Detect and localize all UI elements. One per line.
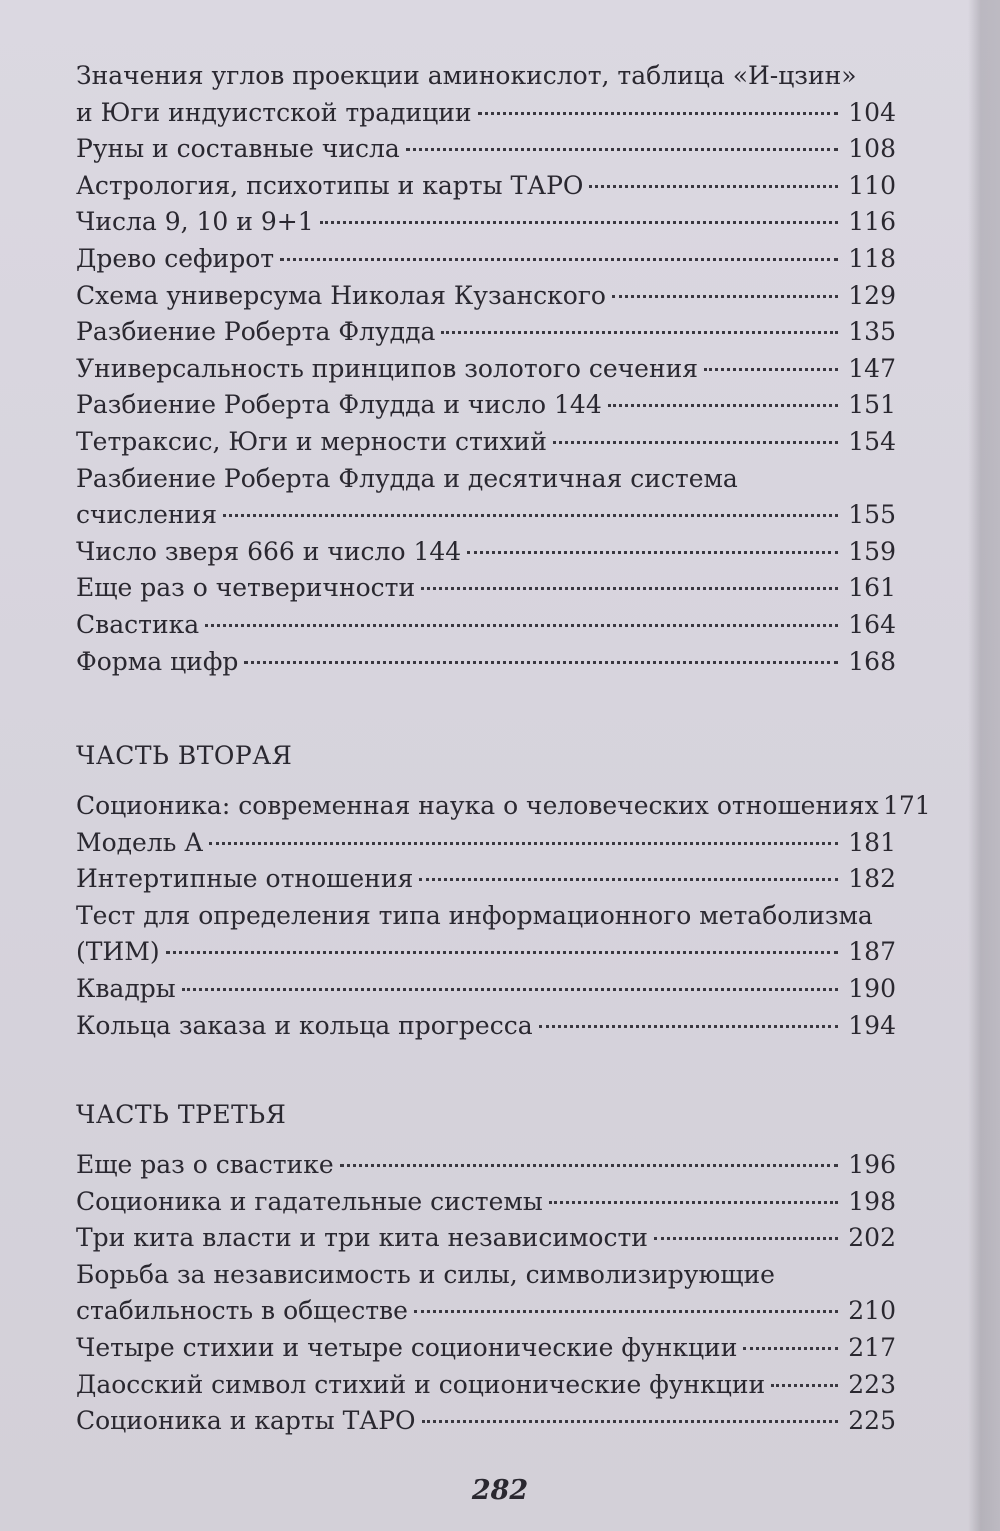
dot-leader [182, 988, 838, 991]
toc-entry [76, 788, 931, 825]
toc-entry-page-number: 190 [848, 973, 896, 1003]
toc-entry-row [76, 1330, 896, 1367]
toc-entry-row [76, 497, 896, 534]
toc-entry-row [76, 168, 896, 205]
dot-leader [612, 295, 838, 298]
toc-entry-page-number: 187 [848, 937, 896, 967]
toc-entry-title: Соционика и карты ТАРО [76, 1406, 416, 1436]
dot-leader [414, 1310, 838, 1313]
toc-entry-title-line: Значения углов проекции аминокислот, таблица «И-цзин» [76, 61, 857, 90]
toc-entry-page-number: 108 [848, 134, 896, 164]
toc-entry-title: Соционика и гадательные системы [76, 1186, 543, 1216]
toc-entry-page-number: 198 [848, 1186, 896, 1216]
toc-entry [76, 1220, 896, 1257]
toc-entry-row [76, 351, 896, 388]
dot-leader [771, 1384, 838, 1387]
toc-entry-title: Квадры [76, 973, 176, 1003]
toc-entry [76, 570, 896, 607]
toc-entry-title-line: Тест для определения типа информационного метаболизма [76, 900, 873, 930]
toc-entry [76, 387, 896, 424]
toc-entry-title: Интертипные отношения [76, 864, 414, 894]
dot-leader [340, 1164, 838, 1167]
toc-entry-title: (ТИМ) [76, 937, 160, 967]
dot-leader [704, 368, 838, 371]
toc-entry-row [76, 204, 896, 241]
toc-entry [76, 534, 896, 571]
toc-entry [76, 825, 896, 862]
toc-entry-title: Четыре стихии и четыре соционические функции [76, 1332, 738, 1362]
toc-entry-row [76, 1403, 896, 1440]
toc-entry-page-number: 225 [848, 1406, 896, 1436]
toc-entry-title: Схема универсума Николая Кузанского [76, 280, 606, 310]
dot-leader [280, 258, 838, 261]
toc-entry-page-number: 217 [848, 1332, 896, 1362]
toc-entry [76, 1257, 896, 1330]
toc-entry-row [76, 241, 896, 278]
toc-entry [76, 58, 896, 131]
toc-entry-page-number: 155 [848, 500, 896, 530]
toc-entry [76, 131, 896, 168]
dot-leader [419, 878, 838, 881]
toc-entry-title-line: Разбиение Роберта Флудда и десятичная система [76, 463, 738, 493]
toc-entry [76, 607, 896, 644]
dot-leader [223, 514, 838, 517]
dot-leader [467, 551, 838, 554]
toc-entry-row [76, 934, 896, 971]
toc-entry [76, 314, 896, 351]
toc-entry-row [76, 607, 896, 644]
toc-entry-row [76, 825, 896, 862]
toc-entry-row [76, 1367, 896, 1404]
toc-entry-page-number: 129 [848, 280, 896, 310]
dot-leader [244, 661, 838, 664]
toc-entry-title-line: Борьба за независимость и силы, символизирующие [76, 1259, 775, 1289]
section-heading: ЧАСТЬ ВТОРАЯ [76, 741, 293, 770]
toc-entry-page-number: 147 [848, 353, 896, 383]
toc-entry-page-number: 110 [848, 170, 896, 200]
toc-entry-row [76, 534, 896, 571]
toc-entry-page-number: 135 [848, 317, 896, 347]
toc-entry-title: Универсальность принципов золотого сечения [76, 353, 699, 383]
toc-entry-page-number: 196 [848, 1150, 896, 1179]
dot-leader [743, 1347, 838, 1350]
toc-entry-title: Даосский символ стихий и соционические функции [76, 1369, 766, 1399]
toc-entry-row [76, 387, 896, 424]
dot-leader [654, 1237, 838, 1240]
toc-entry-page-number: 182 [848, 864, 896, 894]
toc-entry-title: Числа 9, 10 и 9+1 [76, 207, 314, 237]
toc-entry-page-number: 118 [848, 243, 896, 273]
toc-entry-row [76, 1008, 896, 1045]
toc-entry [76, 861, 896, 898]
toc-entry [76, 204, 896, 241]
toc-entry [76, 1403, 896, 1440]
dot-leader [205, 624, 838, 627]
toc-block-part-one [76, 58, 896, 680]
dot-leader [589, 185, 838, 188]
toc-entry-row [76, 1147, 896, 1184]
toc-entry-row [76, 278, 896, 315]
toc-entry-page-number: 223 [848, 1369, 896, 1399]
dot-leader [553, 441, 838, 444]
toc-entry-page-number: 164 [848, 609, 896, 639]
toc-entry [76, 351, 896, 388]
toc-entry-title: Соционика: современная наука о человеческих отношениях [76, 791, 879, 820]
toc-entry-page-number: 171 [882, 791, 931, 820]
dot-leader [406, 148, 838, 151]
dot-leader [422, 1420, 838, 1423]
section-heading: ЧАСТЬ ТРЕТЬЯ [76, 1100, 287, 1129]
toc-entry-title: и Юги индуистской традиции [76, 97, 472, 127]
toc-entry-row [76, 861, 896, 898]
toc-entry-page-number: 159 [848, 536, 896, 566]
toc-entry-row [76, 788, 931, 825]
toc-entry [76, 168, 896, 205]
toc-entry-title: Разбиение Роберта Флудда [76, 317, 436, 347]
toc-entry [76, 424, 896, 461]
toc-entry-title: Тетраксис, Юги и мерности стихий [76, 426, 547, 456]
toc-entry-row [76, 95, 896, 132]
toc-entry-page-number: 194 [848, 1010, 896, 1040]
dot-leader [421, 587, 838, 590]
toc-block-part-three [76, 1095, 896, 1440]
toc-entry-page-number: 161 [848, 573, 896, 603]
dot-leader [478, 112, 838, 115]
toc-entry [76, 461, 896, 534]
page-number: 282 [471, 1475, 529, 1506]
toc-entry-title: Еще раз о четверичности [76, 573, 416, 603]
dot-leader [608, 404, 838, 407]
toc-entry-title: Форма цифр [76, 646, 239, 676]
dot-leader [320, 221, 838, 224]
toc-entry-row [76, 644, 896, 681]
dot-leader [441, 331, 838, 334]
toc-entry-page-number: 116 [848, 207, 896, 237]
toc-entry-title: Число зверя 666 и число 144 [76, 536, 462, 566]
toc-entry-title: стабильность в обществе [76, 1296, 408, 1326]
toc-entry-title: Три кита власти и три кита независимости [76, 1223, 648, 1253]
toc-entry-page-number: 154 [848, 426, 896, 456]
toc-entry-page-number: 104 [848, 97, 896, 127]
toc-entry [76, 1008, 896, 1045]
toc-block-part-two [76, 736, 931, 1044]
dot-leader [549, 1201, 838, 1204]
toc-entry-title: Модель А [76, 827, 204, 857]
toc-entry-row [76, 971, 896, 1008]
toc-entry [76, 1184, 896, 1221]
toc-entry-title: Кольца заказа и кольца прогресса [76, 1010, 533, 1040]
toc-entry [76, 898, 896, 971]
toc-entry-page-number: 181 [848, 827, 896, 857]
toc-entry-title: Астрология, психотипы и карты ТАРО [76, 170, 584, 200]
toc-entry-title: Свастика [76, 609, 200, 639]
toc-entry [76, 278, 896, 315]
toc-entry-title: Древо сефирот [76, 243, 275, 273]
toc-entry-page-number: 210 [848, 1296, 896, 1326]
toc-entry-row [76, 131, 896, 168]
dot-leader [539, 1025, 838, 1028]
dot-leader [166, 951, 838, 954]
toc-entry-page-number: 168 [848, 646, 896, 676]
toc-entry [76, 1147, 896, 1184]
toc-entry-row [76, 1293, 896, 1330]
toc-entry-title: Еще раз о свастике [76, 1150, 334, 1179]
toc-entry-title: счисления [76, 500, 217, 530]
toc-entry-row [76, 570, 896, 607]
toc-entry-row [76, 1184, 896, 1221]
toc-entry-title: Руны и составные числа [76, 134, 400, 164]
toc-entry [76, 644, 896, 681]
toc-entry-row [76, 424, 896, 461]
toc-entry [76, 1367, 896, 1404]
toc-entry [76, 241, 896, 278]
dot-leader [209, 842, 838, 845]
page-edge-shadow [968, 0, 1000, 1531]
toc-entry-title: Разбиение Роберта Флудда и число 144 [76, 390, 602, 420]
toc-entry-page-number: 202 [848, 1223, 896, 1253]
toc-entry [76, 971, 896, 1008]
toc-entry-page-number: 151 [848, 390, 896, 420]
toc-entry [76, 1330, 896, 1367]
toc-entry-row [76, 1220, 896, 1257]
toc-entry-row [76, 314, 896, 351]
